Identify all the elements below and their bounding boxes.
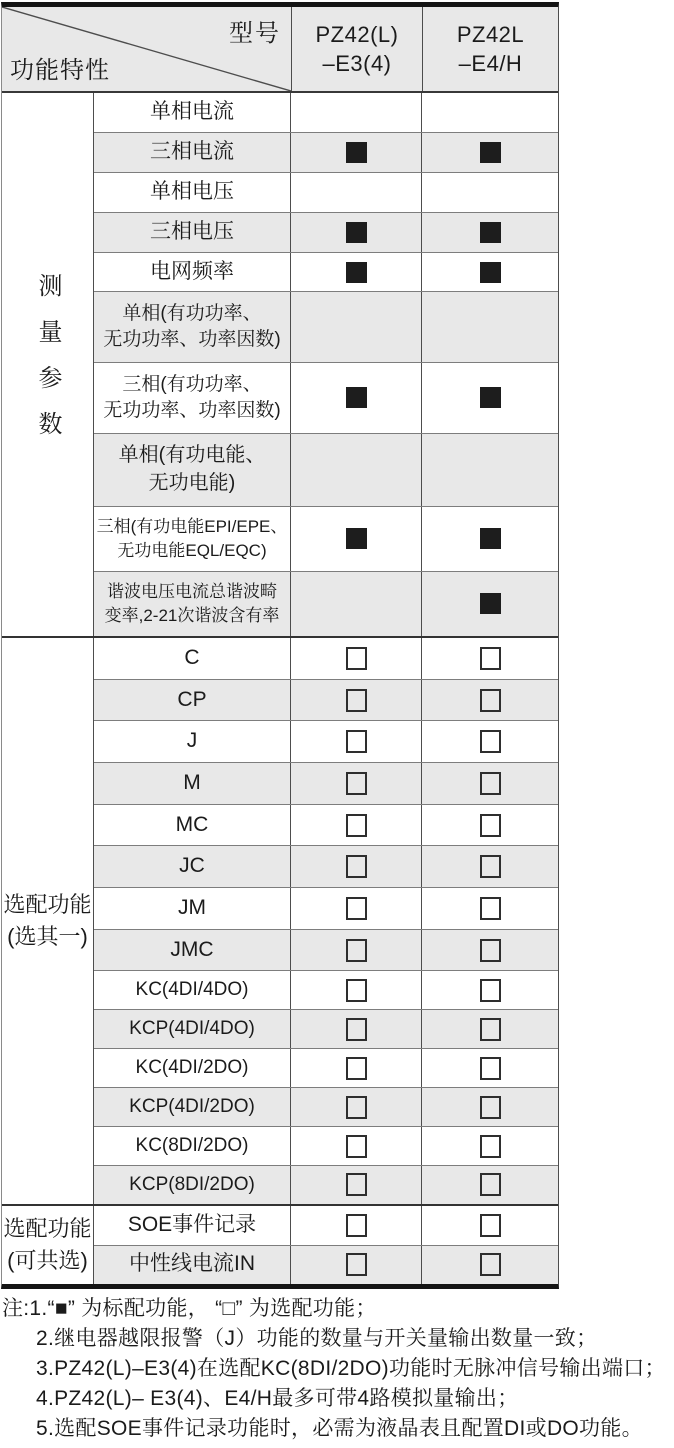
feature-name-cell [94,763,291,804]
optional-feature-checkbox [346,1253,367,1276]
feature-name-text: JMC [170,937,214,961]
optional-feature-checkbox [480,1018,501,1041]
model-column-1-cell [291,763,422,804]
table-row [94,763,558,805]
model-column-2-cell [422,888,558,929]
standard-feature-mark [480,593,501,614]
optional-feature-checkbox [346,1057,367,1080]
feature-name-text: 单相(有功电能、 [118,444,266,467]
footnotes [2,1294,672,1444]
table-row [94,133,558,173]
feature-name-text: KC(4DI/2DO) [135,1057,249,1079]
feature-name-cell [94,434,291,506]
feature-name-cell [94,213,291,252]
optional-feature-checkbox [346,689,367,712]
feature-name-text: 三相电流 [150,139,234,163]
table-row [94,805,558,847]
section-optional-choose-one [2,636,558,1204]
feature-name-text: MC [175,812,209,836]
optional-feature-checkbox [346,855,367,878]
column-header-pz42l-e4h [422,7,558,91]
optional-feature-checkbox [480,689,501,712]
section-rows [94,638,558,1204]
table-row [94,1166,558,1204]
feature-name-cell [94,930,291,971]
feature-name-text: KCP(4DI/4DO) [129,1018,255,1040]
model-column-2-cell [422,1088,558,1126]
section-rows [94,93,558,636]
optional-feature-checkbox [480,814,501,837]
model-column-2-cell [422,507,558,571]
feature-name-text: KCP(8DI/2DO) [129,1173,255,1195]
model-column-1-cell [291,133,422,172]
model-column-2-cell [422,363,558,433]
model-column-1-cell [291,173,422,212]
model-column-2-cell [422,805,558,846]
feature-name-cell [94,1166,291,1204]
note-line: 4.PZ42(L)– E3(4)、E4/H最多可带4路模拟量输出； [36,1387,519,1410]
optional-feature-checkbox [480,1214,501,1237]
table-row [94,292,558,363]
model-column-2-cell [422,1166,558,1204]
model-column-1-cell [291,363,422,433]
optional-feature-checkbox [346,897,367,920]
feature-name-cell [94,805,291,846]
feature-name-text: 无功电能EQL/EQC) [117,540,267,560]
model-column-1-cell [291,930,422,971]
feature-name-text: KC(8DI/2DO) [135,1134,249,1156]
model-column-2-cell [422,173,558,212]
model-column-2-cell [422,1049,558,1087]
model-column-1-cell [291,1127,422,1165]
feature-name-cell [94,133,291,172]
model-column-2-cell [422,1010,558,1048]
feature-name-cell [94,1127,291,1165]
column-header-pz42l-e34 [292,7,423,91]
optional-feature-checkbox [346,1173,367,1196]
feature-name-text: 三相(有功电能EPI/EPE、 [96,517,288,537]
table-row [94,434,558,507]
feature-name-cell [94,292,291,362]
optional-feature-checkbox [346,1096,367,1119]
table-row [94,1206,558,1246]
feature-name-text: 谐波电压电流总谐波畸 [107,582,277,602]
model-column-1-cell [291,572,422,636]
model-column-1-cell [291,888,422,929]
feature-name-text: 无功功率、功率因数) [103,329,281,351]
feature-name-text: 单相电压 [150,179,234,203]
model-column-1-cell [291,1206,422,1245]
feature-name-text: JM [178,895,206,919]
model-column-2-cell [422,253,558,292]
standard-feature-mark [480,222,501,243]
feature-name-text: M [183,770,201,794]
model-column-2-cell [422,572,558,636]
model-column-2-cell [422,638,558,679]
model-column-2-cell [422,763,558,804]
feature-name-cell [94,638,291,679]
table-row [94,888,558,930]
feature-name-cell [94,572,291,636]
feature-name-cell [94,1010,291,1048]
feature-name-cell [94,507,291,571]
feature-name-cell [94,721,291,762]
optional-feature-checkbox [480,1057,501,1080]
model-column-2-cell [422,1127,558,1165]
feature-name-cell [94,1088,291,1126]
header-corner-cell [2,7,292,91]
optional-feature-checkbox [346,772,367,795]
table-row [94,846,558,888]
feature-name-cell [94,680,291,721]
table-row [94,1010,558,1049]
feature-name-text: 无功电能) [148,471,236,494]
feature-name-text: C [184,645,200,669]
table-row [94,1246,558,1285]
model-column-1-cell [291,253,422,292]
feature-name-text: CP [177,687,207,711]
optional-feature-checkbox [480,1135,501,1158]
table-row [94,572,558,636]
note-line: 注:1.“■” 为标配功能， “□” 为选配功能； [2,1297,377,1320]
model-column-1-cell [291,1010,422,1048]
feature-name-text: SOE事件记录 [127,1212,257,1236]
optional-feature-checkbox [346,730,367,753]
table-row [94,1049,558,1088]
header-feature-label: 功能特性 [10,57,110,84]
group-label-optional-choose-one: 选配功能 (选其一) [2,638,94,1204]
table-row [94,680,558,722]
feature-name-cell [94,1206,291,1245]
optional-feature-checkbox [346,939,367,962]
section-rows [94,1206,558,1284]
table-row [94,721,558,763]
optional-feature-checkbox [480,855,501,878]
feature-name-cell [94,173,291,212]
feature-name-text: 单相电流 [150,99,234,123]
feature-name-cell [94,93,291,132]
model-column-1-cell [291,434,422,506]
optional-feature-checkbox [480,897,501,920]
optional-feature-checkbox [346,647,367,670]
feature-name-text: 电网频率 [150,259,234,283]
feature-name-text: KCP(4DI/2DO) [129,1095,255,1117]
model-name-line2: –E4/H [458,51,523,76]
standard-feature-mark [346,262,367,283]
table-row [94,507,558,572]
optional-feature-checkbox [480,939,501,962]
note-line: 5.选配SOE事件记录功能时，必需为液晶表且配置DI或DO功能。 [36,1417,643,1440]
model-name-line2: –E3(4) [322,51,392,76]
feature-name-text: 单相(有功功率、 [122,303,262,325]
optional-feature-checkbox [346,979,367,1002]
optional-feature-checkbox [480,1253,501,1276]
section-measurement-parameters [2,93,558,636]
model-column-1-cell [291,846,422,887]
feature-name-text: JC [179,854,205,878]
model-column-1-cell [291,1246,422,1285]
optional-feature-checkbox [346,814,367,837]
feature-name-cell [94,846,291,887]
table-row [94,93,558,133]
optional-feature-checkbox [480,772,501,795]
note-line: 2.继电器越限报警（J）功能的数量与开关量输出数量一致； [36,1327,598,1350]
model-column-1-cell [291,805,422,846]
feature-name-text: 变率,2-21次谐波含有率 [104,605,280,625]
model-column-2-cell [422,721,558,762]
model-name-line1: PZ42L [456,22,525,47]
model-column-2-cell [422,1246,558,1285]
table-row [94,971,558,1010]
table-row [94,930,558,972]
table-row [94,363,558,434]
model-column-2-cell [422,930,558,971]
table-row [94,1127,558,1166]
table-row [94,1088,558,1127]
standard-feature-mark [480,262,501,283]
model-column-1-cell [291,680,422,721]
table-row [94,638,558,680]
model-column-1-cell [291,213,422,252]
section-optional-combinable [2,1204,558,1284]
feature-name-text: J [186,729,198,753]
model-column-1-cell [291,721,422,762]
optional-feature-checkbox [346,1018,367,1041]
table-header-row [2,7,558,93]
feature-name-text: 无功功率、功率因数) [103,399,281,421]
standard-feature-mark [480,528,501,549]
model-column-2-cell [422,292,558,362]
model-column-2-cell [422,434,558,506]
feature-name-cell [94,253,291,292]
optional-feature-checkbox [480,1096,501,1119]
group-label-measurement: 测量参数 [2,93,94,636]
model-column-1-cell [291,292,422,362]
product-feature-table [1,2,559,1289]
model-column-1-cell [291,93,422,132]
model-column-2-cell [422,1206,558,1245]
model-column-1-cell [291,638,422,679]
standard-feature-mark [480,387,501,408]
table-row [94,253,558,293]
standard-feature-mark [480,142,501,163]
optional-feature-checkbox [346,1214,367,1237]
note-line: 3.PZ42(L)–E3(4)在选配KC(8DI/2DO)功能时无脉冲信号输出端口； [36,1357,666,1380]
model-column-1-cell [291,1049,422,1087]
optional-feature-checkbox [480,979,501,1002]
standard-feature-mark [346,222,367,243]
model-column-2-cell [422,680,558,721]
model-column-1-cell [291,507,422,571]
model-column-2-cell [422,846,558,887]
standard-feature-mark [346,387,367,408]
feature-name-cell [94,888,291,929]
table-row [94,173,558,213]
feature-name-cell [94,1049,291,1087]
feature-name-text: 三相电压 [150,219,234,243]
header-model-label: 型号 [229,20,281,47]
feature-name-cell [94,363,291,433]
group-label-optional-combinable: 选配功能 (可共选) [2,1206,94,1284]
model-column-2-cell [422,93,558,132]
optional-feature-checkbox [346,1135,367,1158]
feature-name-cell [94,1246,291,1285]
feature-name-text: KC(4DI/4DO) [135,979,249,1001]
feature-name-cell [94,971,291,1009]
table-row [94,213,558,253]
feature-name-text: 中性线电流IN [129,1252,255,1276]
model-column-2-cell [422,971,558,1009]
model-column-1-cell [291,1088,422,1126]
optional-feature-checkbox [480,730,501,753]
model-column-1-cell [291,971,422,1009]
standard-feature-mark [346,142,367,163]
model-name-line1: PZ42(L) [315,22,399,47]
feature-name-text: 三相(有功功率、 [122,373,262,395]
model-column-1-cell [291,1166,422,1204]
model-column-2-cell [422,213,558,252]
optional-feature-checkbox [480,647,501,670]
standard-feature-mark [346,528,367,549]
model-column-2-cell [422,133,558,172]
optional-feature-checkbox [480,1173,501,1196]
